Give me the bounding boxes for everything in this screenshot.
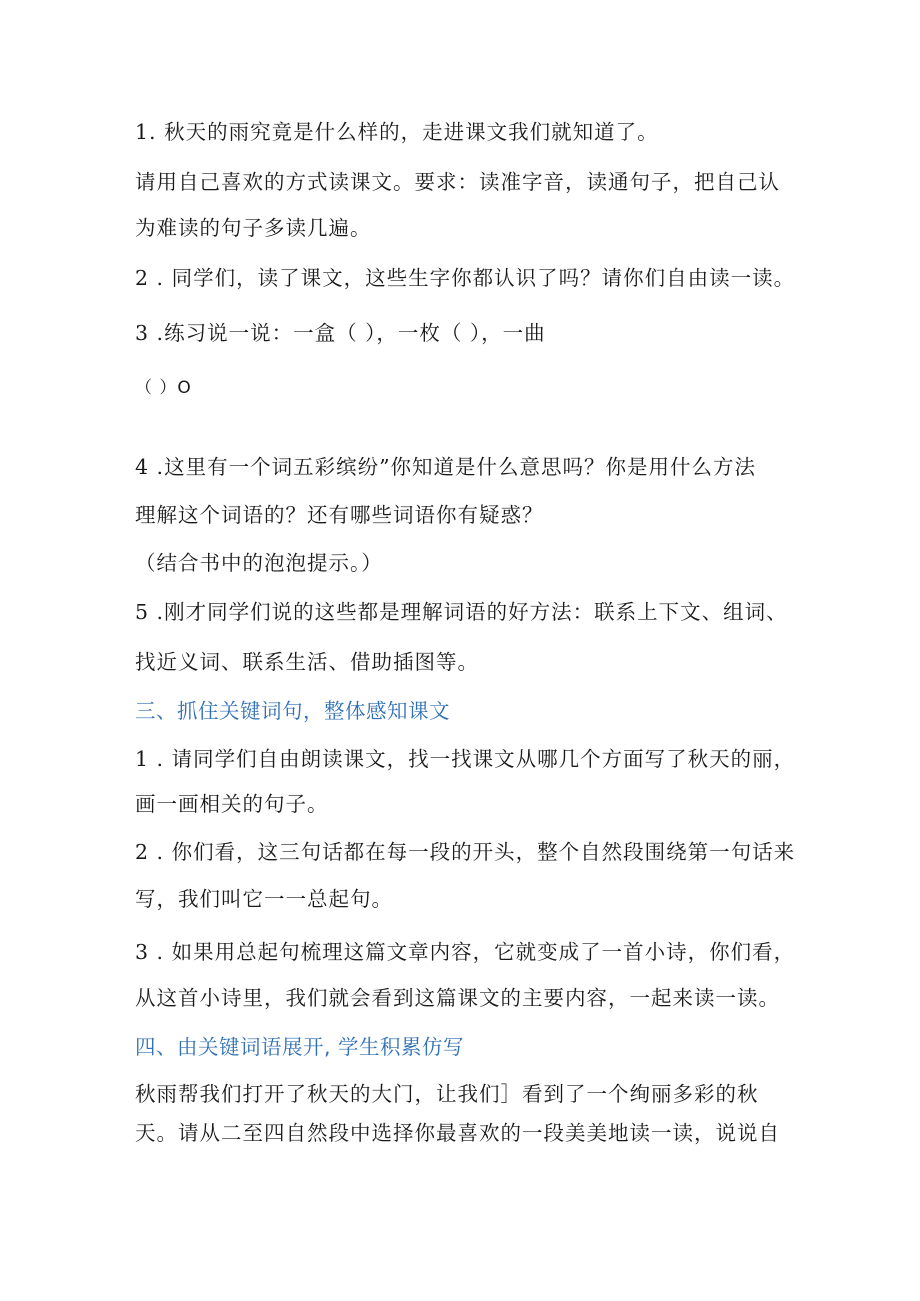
paragraph-3-line-1: 3 .练习说一说：一盒（ ），一枚（ ），一曲 [135, 321, 546, 345]
paragraph-1-line-3: 为难读的句子多读几遍。 [135, 216, 372, 240]
paragraph-4-line-3: （结合书中的泡泡提示。） [135, 551, 383, 575]
paragraph-4-line-1: 4 .这里有一个词五彩缤纷”你知道是什么意思吗？你是用什么方法 [135, 455, 757, 479]
paragraph-1-line-2: 请用自己喜欢的方式读课文。要求：读准字音，读通句子，把自己认 [135, 170, 780, 194]
paragraph-3-line-2: （ ）O [135, 378, 192, 398]
paragraph-5-line-1: 5 .刚才同学们说的这些都是理解词语的好方法：联系上下文、组词、 [135, 600, 788, 624]
question-2-line-2: 写，我们叫它一一总起句。 [135, 887, 393, 911]
reading-line-2: 天。请从二至四自然段中选择你最喜欢的一段美美地读一读，说说自 [135, 1121, 780, 1145]
paragraph-4-line-2: 理解这个词语的？还有哪些词语你有疑惑？ [135, 503, 544, 527]
paragraph-2: 2 . 同学们，读了课文，这些生字你都认识了吗？请你们自由读一读。 [135, 266, 796, 290]
reading-line-1: 秋雨帮我们打开了秋天的大门，让我们］看到了一个绚丽多彩的秋 [135, 1082, 759, 1106]
paragraph-1-line-1: 1. 秋天的雨究竟是什么样的，走进课文我们就知道了。 [135, 120, 659, 144]
question-3-line-2: 从这首小诗里，我们就会看到这篇课文的主要内容，一起来读一读。 [135, 986, 780, 1010]
section-heading-3: 三、抓住关键词句，整体感知课文 [135, 699, 450, 723]
question-1-line-2: 画一画相关的句子。 [135, 792, 329, 816]
section-heading-4: 四、由关键词语展开, 学生积累仿写 [135, 1035, 465, 1059]
question-2-line-1: 2 . 你们看，这三句话都在每一段的开头，整个自然段围绕第一句话来 [135, 840, 796, 864]
paragraph-5-line-2: 找近义词、联系生活、借助插图等。 [135, 650, 479, 674]
question-3-line-1: 3 . 如果用总起句梳理这篇文章内容，它就变成了一首小诗，你们看， [135, 940, 796, 964]
question-1-line-1: 1 . 请同学们自由朗读课文，找一找课文从哪几个方面写了秋天的丽， [135, 747, 796, 771]
